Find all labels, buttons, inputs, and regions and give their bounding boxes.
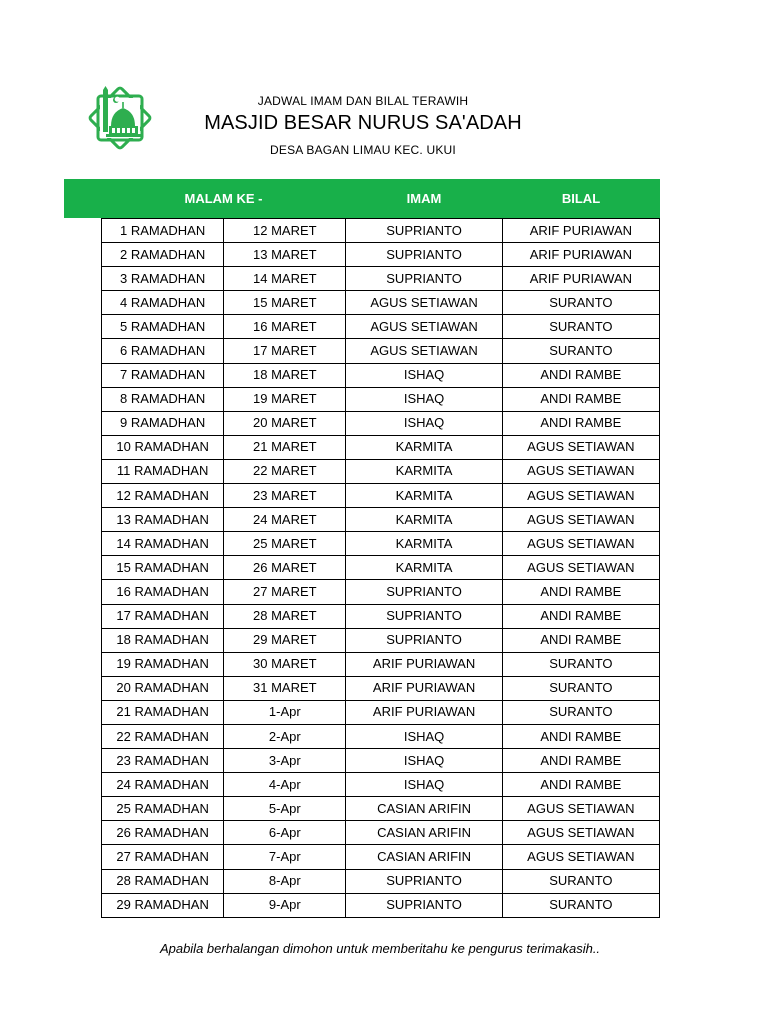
date-cell: 29 MARET: [224, 628, 346, 652]
date-cell: 14 MARET: [224, 267, 346, 291]
bilal-cell: ARIF PURIAWAN: [502, 267, 659, 291]
imam-cell: KARMITA: [346, 508, 502, 532]
ramadhan-cell: 14 RAMADHAN: [102, 532, 224, 556]
imam-cell: KARMITA: [346, 459, 502, 483]
bilal-cell: AGUS SETIAWAN: [502, 556, 659, 580]
imam-cell: KARMITA: [346, 556, 502, 580]
table-row: [102, 845, 660, 869]
bilal-cell: AGUS SETIAWAN: [502, 532, 659, 556]
ramadhan-cell: 6 RAMADHAN: [102, 339, 224, 363]
date-cell: 28 MARET: [224, 604, 346, 628]
ramadhan-cell: 11 RAMADHAN: [102, 459, 224, 483]
ramadhan-cell: 24 RAMADHAN: [102, 773, 224, 797]
ramadhan-cell: 3 RAMADHAN: [102, 267, 224, 291]
subtitle-text: JADWAL IMAM DAN BILAL TERAWIH: [257, 94, 469, 108]
imam-cell: SUPRIANTO: [346, 628, 502, 652]
date-cell: 5-Apr: [224, 797, 346, 821]
date-cell: 22 MARET: [224, 459, 346, 483]
table-row: [102, 556, 660, 580]
imam-cell: SUPRIANTO: [346, 893, 502, 917]
document-subtitle: [180, 94, 546, 108]
date-cell: 19 MARET: [224, 387, 346, 411]
imam-cell: ISHAQ: [346, 363, 502, 387]
bilal-cell: ANDI RAMBE: [502, 387, 659, 411]
ramadhan-cell: 22 RAMADHAN: [102, 724, 224, 748]
bilal-cell: ANDI RAMBE: [502, 724, 659, 748]
bilal-cell: ANDI RAMBE: [502, 749, 659, 773]
date-cell: 9-Apr: [224, 893, 346, 917]
imam-cell: SUPRIANTO: [346, 243, 502, 267]
ramadhan-cell: 18 RAMADHAN: [102, 628, 224, 652]
bilal-cell: ANDI RAMBE: [502, 604, 659, 628]
date-cell: 26 MARET: [224, 556, 346, 580]
date-cell: 24 MARET: [224, 508, 346, 532]
bilal-cell: SURANTO: [502, 339, 659, 363]
bilal-cell: AGUS SETIAWAN: [502, 508, 659, 532]
table-row: [102, 508, 660, 532]
imam-cell: AGUS SETIAWAN: [346, 291, 502, 315]
table-row: [102, 459, 660, 483]
bilal-cell: ANDI RAMBE: [502, 363, 659, 387]
bilal-cell: AGUS SETIAWAN: [502, 459, 659, 483]
table-row: [102, 243, 660, 267]
schedule-table: [101, 218, 660, 918]
date-cell: 15 MARET: [224, 291, 346, 315]
table-row: [102, 652, 660, 676]
bilal-cell: SURANTO: [502, 291, 659, 315]
date-cell: 30 MARET: [224, 652, 346, 676]
table-row: [102, 315, 660, 339]
table-row: [102, 700, 660, 724]
bilal-cell: SURANTO: [502, 893, 659, 917]
ramadhan-cell: 21 RAMADHAN: [102, 700, 224, 724]
footer-note-text: Apabila berhalangan dimohon untuk memberitahu ke pengurus terimakasih..: [159, 941, 601, 956]
table-row: [102, 724, 660, 748]
footer-note: [100, 941, 660, 956]
bilal-cell: ANDI RAMBE: [502, 411, 659, 435]
date-cell: 18 MARET: [224, 363, 346, 387]
table-row: [102, 773, 660, 797]
imam-cell: ARIF PURIAWAN: [346, 700, 502, 724]
date-cell: 6-Apr: [224, 821, 346, 845]
ramadhan-cell: 27 RAMADHAN: [102, 845, 224, 869]
date-cell: 7-Apr: [224, 845, 346, 869]
ramadhan-cell: 17 RAMADHAN: [102, 604, 224, 628]
imam-cell: CASIAN ARIFIN: [346, 845, 502, 869]
table-row: [102, 580, 660, 604]
ramadhan-cell: 16 RAMADHAN: [102, 580, 224, 604]
imam-cell: ARIF PURIAWAN: [346, 652, 502, 676]
table-row: [102, 387, 660, 411]
imam-cell: SUPRIANTO: [346, 219, 502, 243]
date-cell: 16 MARET: [224, 315, 346, 339]
table-row: [102, 435, 660, 459]
imam-cell: CASIAN ARIFIN: [346, 821, 502, 845]
table-row: [102, 676, 660, 700]
imam-cell: AGUS SETIAWAN: [346, 315, 502, 339]
ramadhan-cell: 9 RAMADHAN: [102, 411, 224, 435]
imam-cell: CASIAN ARIFIN: [346, 797, 502, 821]
date-cell: 21 MARET: [224, 435, 346, 459]
table-row: [102, 339, 660, 363]
ramadhan-cell: 4 RAMADHAN: [102, 291, 224, 315]
date-cell: 17 MARET: [224, 339, 346, 363]
table-row: [102, 291, 660, 315]
table-header-bar: [64, 179, 660, 218]
ramadhan-cell: 2 RAMADHAN: [102, 243, 224, 267]
bilal-cell: ANDI RAMBE: [502, 628, 659, 652]
imam-cell: KARMITA: [346, 484, 502, 508]
imam-cell: KARMITA: [346, 532, 502, 556]
bilal-cell: SURANTO: [502, 676, 659, 700]
imam-cell: ISHAQ: [346, 773, 502, 797]
bilal-cell: AGUS SETIAWAN: [502, 435, 659, 459]
imam-cell: AGUS SETIAWAN: [346, 339, 502, 363]
date-cell: 20 MARET: [224, 411, 346, 435]
table-row: [102, 363, 660, 387]
ramadhan-cell: 15 RAMADHAN: [102, 556, 224, 580]
table-row: [102, 869, 660, 893]
imam-cell: ISHAQ: [346, 724, 502, 748]
ramadhan-cell: 13 RAMADHAN: [102, 508, 224, 532]
bilal-cell: ANDI RAMBE: [502, 773, 659, 797]
imam-cell: ISHAQ: [346, 411, 502, 435]
date-cell: 3-Apr: [224, 749, 346, 773]
table-row: [102, 532, 660, 556]
ramadhan-cell: 8 RAMADHAN: [102, 387, 224, 411]
ramadhan-cell: 23 RAMADHAN: [102, 749, 224, 773]
imam-cell: ARIF PURIAWAN: [346, 676, 502, 700]
date-cell: 31 MARET: [224, 676, 346, 700]
table-row: [102, 893, 660, 917]
date-cell: 13 MARET: [224, 243, 346, 267]
imam-cell: ISHAQ: [346, 387, 502, 411]
bilal-cell: AGUS SETIAWAN: [502, 821, 659, 845]
table-row: [102, 797, 660, 821]
ramadhan-cell: 26 RAMADHAN: [102, 821, 224, 845]
table-row: [102, 628, 660, 652]
ramadhan-cell: 5 RAMADHAN: [102, 315, 224, 339]
table-row: [102, 749, 660, 773]
date-cell: 23 MARET: [224, 484, 346, 508]
bilal-cell: SURANTO: [502, 869, 659, 893]
location-line: [180, 143, 546, 157]
ramadhan-cell: 20 RAMADHAN: [102, 676, 224, 700]
place-text: DESA BAGAN LIMAU KEC. UKUI: [270, 143, 456, 157]
table-row: [102, 604, 660, 628]
imam-cell: SUPRIANTO: [346, 604, 502, 628]
date-cell: 12 MARET: [224, 219, 346, 243]
date-cell: 27 MARET: [224, 580, 346, 604]
imam-cell: KARMITA: [346, 435, 502, 459]
date-cell: 8-Apr: [224, 869, 346, 893]
ramadhan-cell: 29 RAMADHAN: [102, 893, 224, 917]
table-row: [102, 821, 660, 845]
bilal-cell: AGUS SETIAWAN: [502, 845, 659, 869]
schedule-body: [102, 219, 660, 918]
imam-cell: SUPRIANTO: [346, 869, 502, 893]
table-row: [102, 484, 660, 508]
ramadhan-cell: 25 RAMADHAN: [102, 797, 224, 821]
ramadhan-cell: 1 RAMADHAN: [102, 219, 224, 243]
date-cell: 2-Apr: [224, 724, 346, 748]
page-title: [180, 112, 546, 135]
bilal-cell: SURANTO: [502, 652, 659, 676]
bilal-cell: AGUS SETIAWAN: [502, 797, 659, 821]
date-cell: 1-Apr: [224, 700, 346, 724]
date-cell: 4-Apr: [224, 773, 346, 797]
title-text: MASJID BESAR NURUS SA'ADAH: [204, 112, 522, 134]
bilal-cell: ARIF PURIAWAN: [502, 219, 659, 243]
bilal-cell: SURANTO: [502, 700, 659, 724]
column-header-bilal: BILAL: [561, 191, 601, 206]
column-header-imam: IMAM: [406, 191, 442, 206]
table-row: [102, 411, 660, 435]
ramadhan-cell: 7 RAMADHAN: [102, 363, 224, 387]
ramadhan-cell: 10 RAMADHAN: [102, 435, 224, 459]
table-row: [102, 219, 660, 243]
bilal-cell: ANDI RAMBE: [502, 580, 659, 604]
ramadhan-cell: 19 RAMADHAN: [102, 652, 224, 676]
ramadhan-cell: 28 RAMADHAN: [102, 869, 224, 893]
imam-cell: SUPRIANTO: [346, 580, 502, 604]
table-row: [102, 267, 660, 291]
date-cell: 25 MARET: [224, 532, 346, 556]
mosque-icon: [86, 86, 154, 150]
bilal-cell: ARIF PURIAWAN: [502, 243, 659, 267]
bilal-cell: AGUS SETIAWAN: [502, 484, 659, 508]
ramadhan-cell: 12 RAMADHAN: [102, 484, 224, 508]
imam-cell: SUPRIANTO: [346, 267, 502, 291]
column-header-malam: MALAM KE -: [184, 191, 263, 206]
bilal-cell: SURANTO: [502, 315, 659, 339]
imam-cell: ISHAQ: [346, 749, 502, 773]
